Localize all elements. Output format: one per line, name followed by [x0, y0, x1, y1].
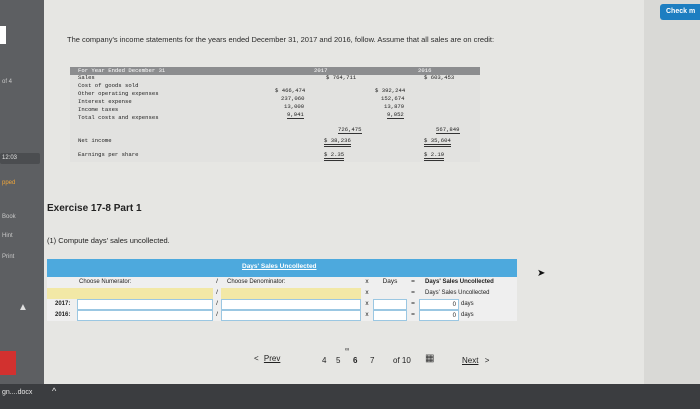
rail-timer: 12:03: [0, 153, 40, 164]
total-costs-2017: 726,475: [338, 126, 362, 133]
row-2017-label: 2017:: [47, 299, 77, 310]
eq-sign-header: =: [407, 277, 419, 288]
cogs-2017: $ 466,474: [275, 87, 306, 94]
times-sign-sub: x: [361, 288, 373, 299]
row-label-total-costs: Total costs and expenses: [78, 114, 159, 121]
net-income-2017: $ 38,236: [324, 137, 351, 147]
sales-2016: $ 603,453: [424, 74, 455, 81]
rail-print-link[interactable]: Print: [2, 254, 15, 260]
chevron-left-icon: <: [254, 354, 259, 363]
row-label-cogs: Cost of goods sold: [78, 82, 139, 89]
taxes-2017: 9,941: [287, 111, 304, 118]
days-2016-input[interactable]: [373, 310, 407, 321]
check-my-work-button[interactable]: Check m: [660, 4, 700, 20]
cogs-2016: $ 392,244: [375, 87, 406, 94]
total-costs-2016: 567,849: [436, 126, 460, 133]
opex-2016: 152,674: [381, 95, 405, 102]
result-2017-value[interactable]: 0: [419, 299, 459, 310]
prev-label: Prev: [263, 354, 281, 363]
div-sign-sub: /: [213, 288, 221, 299]
days-2017-input[interactable]: [373, 299, 407, 310]
days-header: Days: [373, 277, 407, 288]
denominator-2016-input[interactable]: [221, 310, 361, 321]
page-4[interactable]: 4: [322, 356, 327, 365]
numerator-2017-input[interactable]: [77, 299, 213, 310]
chevron-up-icon[interactable]: ^: [52, 386, 57, 396]
page-6-current[interactable]: 6: [353, 356, 358, 365]
page-count-label: of 10: [393, 356, 411, 365]
year-2016-header: 2016: [418, 67, 432, 74]
eq-sign-2016: =: [407, 310, 419, 321]
numerator-sub-input[interactable]: [47, 288, 213, 299]
div-sign-header: /: [213, 277, 221, 288]
exercise-title: Exercise 17-8 Part 1: [47, 203, 142, 214]
rail-page-count: of 4: [2, 79, 13, 85]
div-sign-2016: /: [213, 310, 221, 321]
interest-2016: 13,879: [384, 103, 405, 110]
rail-ebook-link[interactable]: Book: [2, 214, 16, 220]
eq-sign-sub: =: [407, 288, 419, 299]
row-2016-label: 2016:: [47, 310, 77, 321]
worksheet-title: Days' Sales Uncollected: [242, 263, 317, 270]
grid-icon[interactable]: ▦: [425, 353, 435, 364]
chevron-right-icon: >: [484, 356, 490, 365]
days-sales-uncollected-worksheet: [47, 259, 517, 339]
times-sign-2016: x: [361, 310, 373, 321]
times-sign-header: x: [361, 277, 373, 288]
link-icon: ∞: [345, 347, 350, 353]
days-sub-cell: [373, 288, 407, 299]
taskbar: [0, 384, 700, 409]
result-2017-unit: days: [459, 299, 517, 310]
page-5[interactable]: 5: [336, 356, 341, 365]
next-label: Next: [462, 356, 479, 365]
opex-2017: 237,060: [281, 95, 305, 102]
numerator-2016-input[interactable]: [77, 310, 213, 321]
result-header: Days' Sales Uncollected: [419, 277, 517, 288]
next-button[interactable]: [462, 356, 489, 365]
result-sub-label: Days' Sales Uncollected: [419, 288, 517, 299]
page-7[interactable]: 7: [370, 356, 375, 365]
row-label-net-income: Net income: [78, 137, 112, 144]
collapse-chevron-icon[interactable]: ▲: [18, 302, 28, 313]
left-rail: [0, 0, 44, 384]
numerator-header: Choose Numerator:: [47, 277, 227, 288]
rail-hint-link[interactable]: Hint: [2, 233, 13, 239]
eps-2016: $ 2.19: [424, 151, 444, 161]
prev-button[interactable]: [254, 354, 280, 363]
row-label-sales: Sales: [78, 74, 95, 81]
result-2016-value[interactable]: 0: [419, 310, 459, 321]
download-file-name[interactable]: gn....docx: [2, 389, 33, 396]
statement-header: For Year Ended December 31: [78, 67, 166, 74]
row-label-interest: Interest expense: [78, 98, 132, 105]
denominator-header: Choose Denominator:: [221, 277, 361, 288]
year-2017-header: 2017: [314, 67, 328, 74]
result-2016-unit: days: [459, 310, 517, 321]
eps-2017: $ 2.35: [324, 151, 344, 161]
income-statement: [70, 67, 480, 162]
rail-indicator: [0, 26, 6, 44]
exercise-question: (1) Compute days' sales uncollected.: [47, 236, 170, 245]
interest-2017: 13,000: [284, 103, 305, 110]
mouse-cursor-icon: ➤: [537, 268, 546, 279]
div-sign-2017: /: [213, 299, 221, 310]
times-sign-2017: x: [361, 299, 373, 310]
taxes-2016: 9,052: [387, 111, 404, 118]
problem-intro: The company's income statements for the years ended December 31, 2017 and 2016, follow. Assume that all sales are on credit:: [67, 35, 495, 44]
sales-2017: $ 764,711: [326, 74, 357, 81]
denominator-2017-input[interactable]: [221, 299, 361, 310]
rail-red-tab[interactable]: [0, 351, 16, 375]
eq-sign-2017: =: [407, 299, 419, 310]
denominator-sub-input[interactable]: [221, 288, 361, 299]
rail-skipped[interactable]: pped: [2, 180, 16, 186]
row-label-opex: Other operating expenses: [78, 90, 159, 97]
row-label-eps: Earnings per share: [78, 151, 139, 158]
row-label-taxes: Income taxes: [78, 106, 119, 113]
net-income-2016: $ 35,604: [424, 137, 451, 147]
